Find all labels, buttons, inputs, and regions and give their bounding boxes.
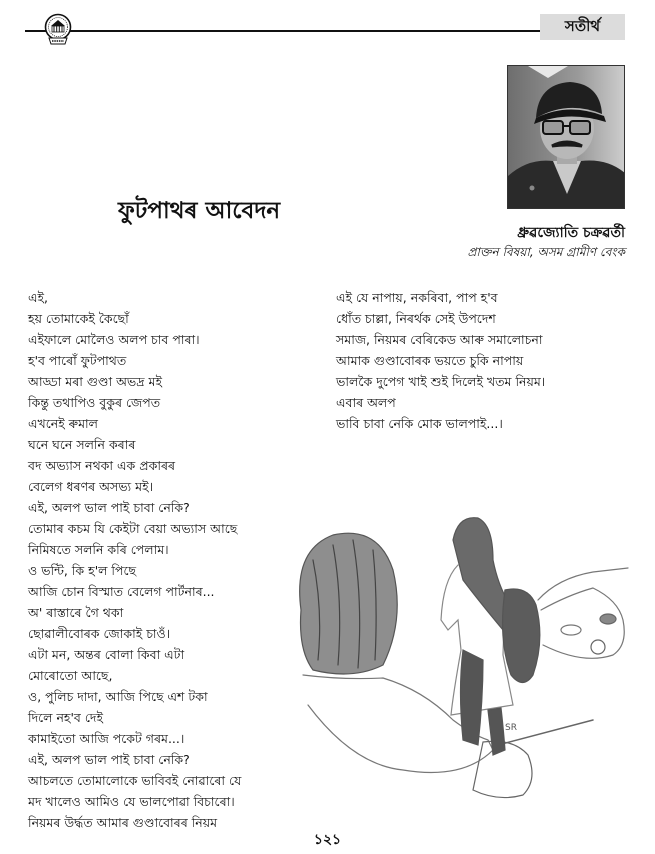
poem-line: এইফালে মোলৈও অলপ চাব পাৰা। bbox=[28, 332, 200, 347]
poem-line: এখনেই ৰুমাল bbox=[28, 416, 98, 431]
poem-line: তোমাৰ কচম যি কেইটা বেয়া অভ্যাস আছে bbox=[28, 521, 238, 536]
poem-line: বেলেগ ধৰণৰ অসভ্য মই। bbox=[28, 479, 154, 494]
poem-line: আমাক গুণ্ডাবোৰক ভয়তে চুকি নাপায় bbox=[336, 353, 524, 368]
poem-line: এই, অলপ ভাল পাই চাবা নেকি? bbox=[28, 500, 190, 515]
author-name: ধ্ৰুৱজ্যোতি চক্ৰৱৰ্তী bbox=[517, 225, 625, 241]
poem-line: অ' ৰাস্তাৰে গৈ থকা bbox=[28, 605, 124, 620]
poem-line: আড্ডা মৰা গুণ্ডা অভদ্ৰ মই bbox=[28, 374, 162, 389]
poem-line: কিন্তু তথাপিও বুকুৰ জেপত bbox=[28, 395, 161, 410]
sketch-man-head bbox=[300, 533, 398, 674]
pencil-sketch-illustration bbox=[283, 480, 653, 820]
poem-line: নিয়মৰ উৰ্দ্ধত আমাৰ গুণ্ডাবোৰৰ নিয়ম bbox=[28, 815, 218, 830]
poem-line: দিলে নহ'ব দেই bbox=[28, 710, 103, 725]
poem-line: ভাবি চাবা নেকি মোক ভালপাই...। bbox=[336, 416, 503, 431]
poem-line: বদ অভ্যাস নথকা এক প্ৰকাৰৰ bbox=[28, 458, 176, 473]
poem-line: মদ খালেও আমিও যে ভালপোৱা বিচাৰো। bbox=[28, 794, 235, 809]
poem-line: সমাজ, নিয়মৰ বেৰিকেড আৰু সমালোচনা bbox=[336, 332, 543, 347]
poem-title: ফুটপাথৰ আবেদন bbox=[118, 198, 281, 224]
sketch-car bbox=[538, 568, 628, 658]
poem-line: এবাৰ অলপ bbox=[336, 395, 396, 410]
poem-line: ও, পুলিচ দাদা, আজি পিছে এশ টকা bbox=[28, 689, 208, 704]
author-portrait-image bbox=[508, 66, 625, 209]
poem-line: আজি চোন বিস্মাত বেলেগ পাৰ্টনাৰ... bbox=[28, 584, 215, 599]
poem-line: ছোৱালীবোৰক জোকাই চাওঁ। bbox=[28, 626, 171, 641]
header-rule bbox=[25, 30, 540, 32]
poem-line: নিমিষতে সলনি কৰি পেলাম। bbox=[28, 542, 169, 557]
author-photo bbox=[507, 65, 625, 209]
poem-line: ঘনে ঘনে সলনি কৰাৰ bbox=[28, 437, 136, 452]
poem-line: হ'ব পাৰোঁ ফুটপাথত bbox=[28, 353, 127, 368]
poem-line: কামাইতো আজি পকেট গৰম...। bbox=[28, 731, 185, 746]
institution-emblem-icon bbox=[44, 12, 72, 48]
sketch-backpack bbox=[503, 589, 540, 683]
poem-line: আচলতে তোমালোকে ভাবিবই নোৱাৰো যে bbox=[28, 773, 242, 788]
poem-left-column bbox=[28, 287, 241, 833]
page-number: ১২১ bbox=[313, 832, 342, 848]
poem-right-column bbox=[336, 287, 545, 434]
sketch-signature: SR bbox=[505, 723, 517, 733]
poem-line: ধোঁত চাল্লা, নিৰৰ্থক সেই উপদেশ bbox=[336, 311, 496, 326]
poem-line: এই, bbox=[28, 290, 48, 305]
poem-line: হয় তোমাকেই কৈছোঁ bbox=[28, 311, 129, 326]
poem-line: ভালকৈ দুপেগ খাই শুই দিলেই খতম নিয়ম। bbox=[336, 374, 546, 389]
section-label bbox=[540, 14, 625, 40]
author-affiliation: প্ৰাক্তন বিষয়া, অসম গ্ৰামীণ বেংক bbox=[467, 245, 625, 259]
poem-line: এই, অলপ ভাল পাই চাবা নেকি? bbox=[28, 752, 190, 767]
poem-line: মোৰোতো আছে, bbox=[28, 668, 113, 683]
poem-line: এটা মন, অন্তৰ বোলা কিবা এটা bbox=[28, 647, 185, 662]
poem-line: এই যে নাপায়, নকৰিবা, পাপ হ'ব bbox=[336, 290, 498, 305]
section-label-text: সতীৰ্থ bbox=[564, 16, 601, 35]
poem-line: ও ভন্টি, কি হ'ল পিছে bbox=[28, 563, 137, 578]
